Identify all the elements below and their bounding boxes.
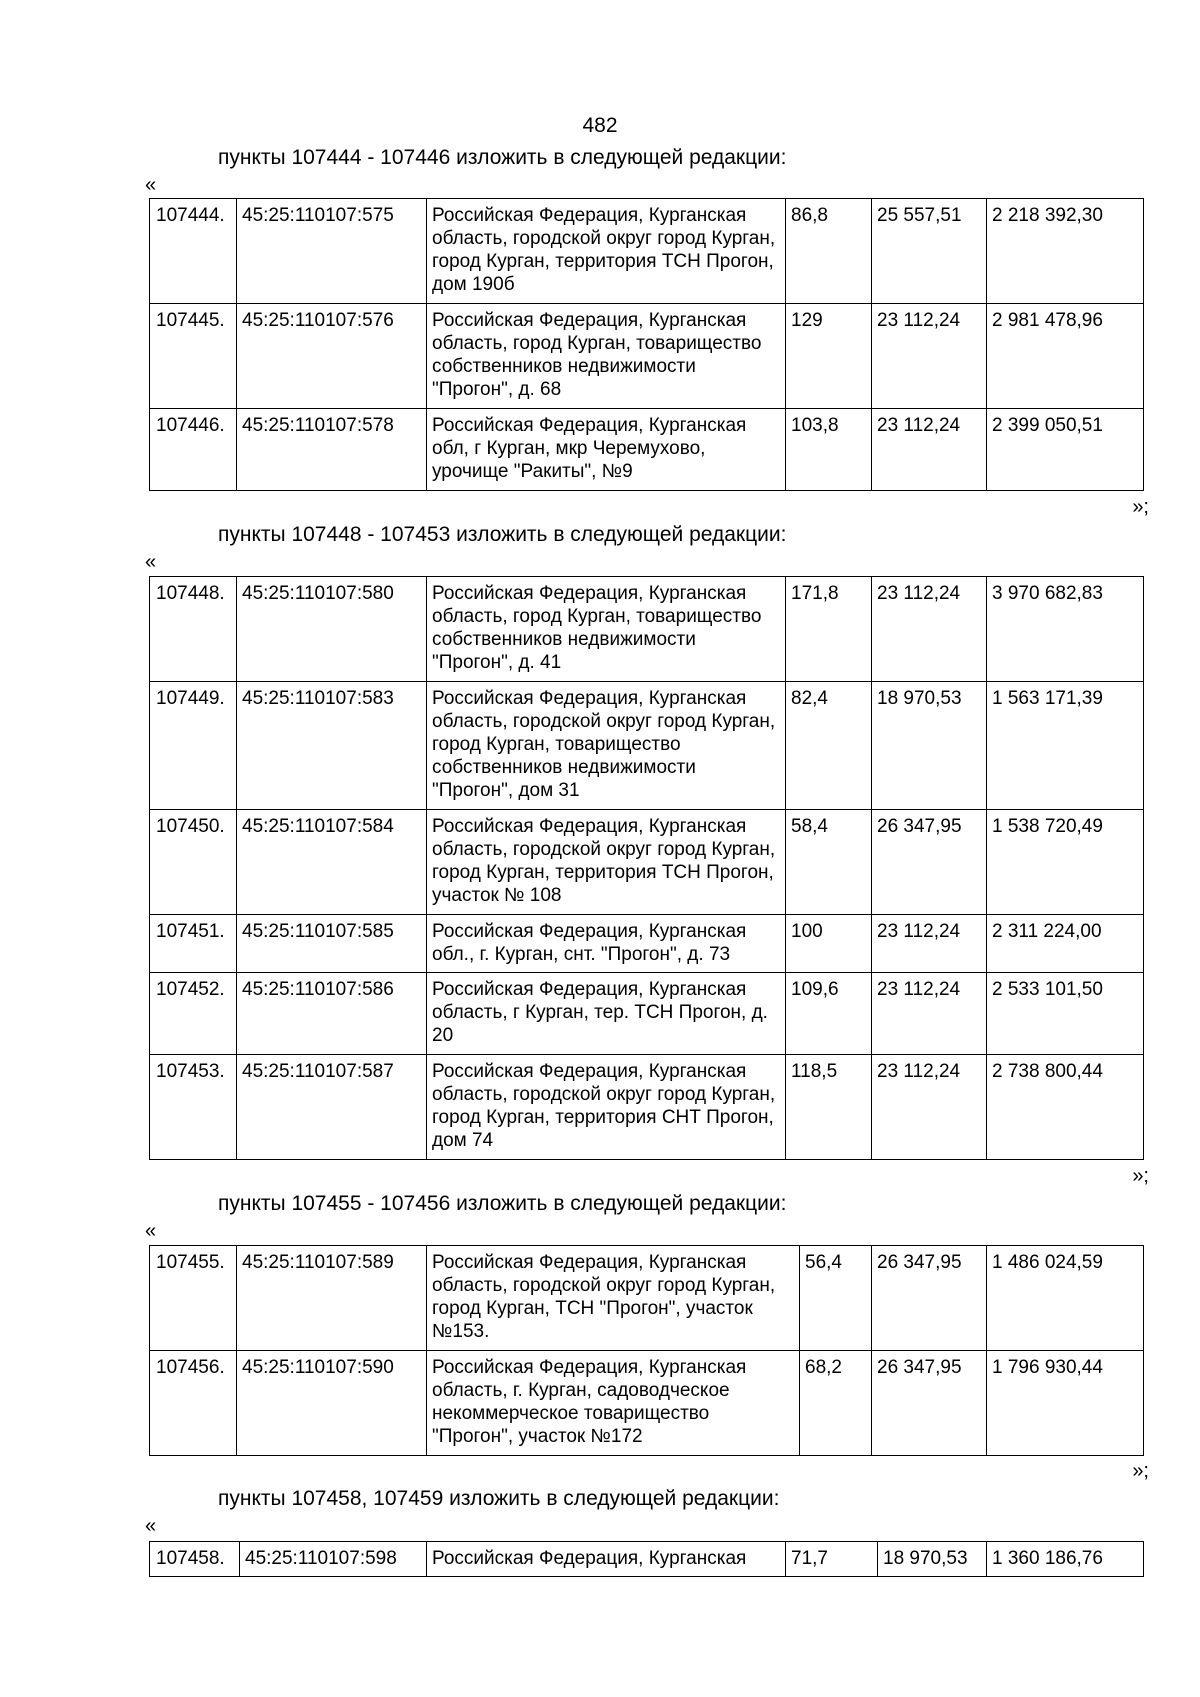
cadastral-number: 45:25:110107:585 <box>237 915 427 973</box>
rate: 23 112,24 <box>872 973 987 1055</box>
rate: 26 347,95 <box>872 1246 987 1351</box>
area: 129 <box>786 304 872 409</box>
table-row <box>150 1055 1144 1160</box>
area: 100 <box>786 915 872 973</box>
value: 2 533 101,50 <box>987 973 1144 1055</box>
row-number: 107451. <box>150 915 237 973</box>
section-heading: пункты 107444 - 107446 изложить в следующей редакции: <box>218 146 787 169</box>
rate: 25 557,51 <box>872 199 987 304</box>
rate: 23 112,24 <box>872 915 987 973</box>
address: Российская Федерация, Курганская область, городской округ город Курган, город Курган, территория ТСН Прогон, дом 190б <box>427 199 786 304</box>
value: 2 218 392,30 <box>987 199 1144 304</box>
address: Российская Федерация, Курганская область, город Курган, товарищество собственников недвижимости "Прогон", д. 41 <box>427 577 786 682</box>
rate: 26 347,95 <box>872 1351 987 1456</box>
area: 58,4 <box>786 810 872 915</box>
address: Российская Федерация, Курганская обл, г Курган, мкр Черемухово, урочище "Ракиты", №9 <box>427 409 786 491</box>
row-number: 107452. <box>150 973 237 1055</box>
row-number: 107448. <box>150 577 237 682</box>
data-table <box>149 1245 1144 1456</box>
row-number: 107450. <box>150 810 237 915</box>
table-row <box>150 1246 1144 1351</box>
address: Российская Федерация, Курганская область, г. Курган, садоводческое некоммерческое товарищество "Прогон", участок №172 <box>427 1351 800 1456</box>
section-heading: пункты 107455 - 107456 изложить в следующей редакции: <box>218 1192 787 1215</box>
closing-quote: »; <box>1132 1165 1149 1187</box>
value: 1 360 186,76 <box>987 1542 1144 1577</box>
cadastral-number: 45:25:110107:576 <box>237 304 427 409</box>
table-row <box>150 409 1144 491</box>
row-number: 107449. <box>150 682 237 810</box>
cadastral-number: 45:25:110107:587 <box>237 1055 427 1160</box>
value: 2 738 800,44 <box>987 1055 1144 1160</box>
address: Российская Федерация, Курганская область, город Курган, товарищество собственников недвижимости "Прогон", д. 68 <box>427 304 786 409</box>
area: 109,6 <box>786 973 872 1055</box>
table-row <box>150 199 1144 304</box>
row-number: 107453. <box>150 1055 237 1160</box>
table-row <box>150 1542 1144 1577</box>
area: 171,8 <box>786 577 872 682</box>
opening-quote: « <box>145 551 157 573</box>
address: Российская Федерация, Курганская обл., г. Курган, снт. "Прогон", д. 73 <box>427 915 786 973</box>
cadastral-number: 45:25:110107:580 <box>237 577 427 682</box>
rate: 18 970,53 <box>872 682 987 810</box>
opening-quote: « <box>145 1515 157 1537</box>
section-heading: пункты 107458, 107459 изложить в следующей редакции: <box>218 1487 780 1510</box>
table-row <box>150 915 1144 973</box>
value: 1 538 720,49 <box>987 810 1144 915</box>
rate: 18 970,53 <box>878 1542 987 1577</box>
rate: 23 112,24 <box>872 577 987 682</box>
section-heading: пункты 107448 - 107453 изложить в следующей редакции: <box>218 523 787 546</box>
closing-quote: »; <box>1132 1460 1149 1482</box>
address: Российская Федерация, Курганская область, городской округ город Курган, город Курган, ТСН "Прогон", участок №153. <box>427 1246 800 1351</box>
address: Российская Федерация, Курганская область, городской округ город Курган, город Курган, территория СНТ Прогон, дом 74 <box>427 1055 786 1160</box>
value: 1 486 024,59 <box>987 1246 1144 1351</box>
row-number: 107455. <box>150 1246 237 1351</box>
cadastral-number: 45:25:110107:598 <box>240 1542 427 1577</box>
area: 56,4 <box>800 1246 872 1351</box>
page-number: 482 <box>582 114 618 137</box>
cadastral-number: 45:25:110107:590 <box>237 1351 427 1456</box>
cadastral-number: 45:25:110107:589 <box>237 1246 427 1351</box>
value: 3 970 682,83 <box>987 577 1144 682</box>
value: 1 563 171,39 <box>987 682 1144 810</box>
table-row <box>150 973 1144 1055</box>
data-table <box>149 1541 1144 1577</box>
cadastral-number: 45:25:110107:586 <box>237 973 427 1055</box>
address: Российская Федерация, Курганская область, г Курган, тер. ТСН Прогон, д. 20 <box>427 973 786 1055</box>
area: 68,2 <box>800 1351 872 1456</box>
row-number: 107458. <box>150 1542 240 1577</box>
opening-quote: « <box>145 1220 157 1242</box>
address: Российская Федерация, Курганская область, городской округ город Курган, город Курган, территория ТСН Прогон, участок № 108 <box>427 810 786 915</box>
area: 86,8 <box>786 199 872 304</box>
cadastral-number: 45:25:110107:575 <box>237 199 427 304</box>
row-number: 107445. <box>150 304 237 409</box>
row-number: 107456. <box>150 1351 237 1456</box>
rate: 23 112,24 <box>872 1055 987 1160</box>
cadastral-number: 45:25:110107:583 <box>237 682 427 810</box>
rate: 23 112,24 <box>872 304 987 409</box>
row-number: 107446. <box>150 409 237 491</box>
row-number: 107444. <box>150 199 237 304</box>
value: 1 796 930,44 <box>987 1351 1144 1456</box>
area: 103,8 <box>786 409 872 491</box>
table-row <box>150 577 1144 682</box>
value: 2 311 224,00 <box>987 915 1144 973</box>
table-row <box>150 682 1144 810</box>
value: 2 981 478,96 <box>987 304 1144 409</box>
cadastral-number: 45:25:110107:584 <box>237 810 427 915</box>
table-row <box>150 810 1144 915</box>
area: 71,7 <box>786 1542 878 1577</box>
data-table <box>149 576 1144 1160</box>
table-row <box>150 1351 1144 1456</box>
table-row <box>150 304 1144 409</box>
cadastral-number: 45:25:110107:578 <box>237 409 427 491</box>
area: 118,5 <box>786 1055 872 1160</box>
rate: 26 347,95 <box>872 810 987 915</box>
value: 2 399 050,51 <box>987 409 1144 491</box>
rate: 23 112,24 <box>872 409 987 491</box>
opening-quote: « <box>145 174 157 196</box>
data-table <box>149 198 1144 491</box>
area: 82,4 <box>786 682 872 810</box>
address: Российская Федерация, Курганская область, городской округ город Курган, город Курган, товарищество собственников недвижимости "Прогон", дом 31 <box>427 682 786 810</box>
closing-quote: »; <box>1132 496 1149 518</box>
address: Российская Федерация, Курганская <box>427 1542 786 1577</box>
